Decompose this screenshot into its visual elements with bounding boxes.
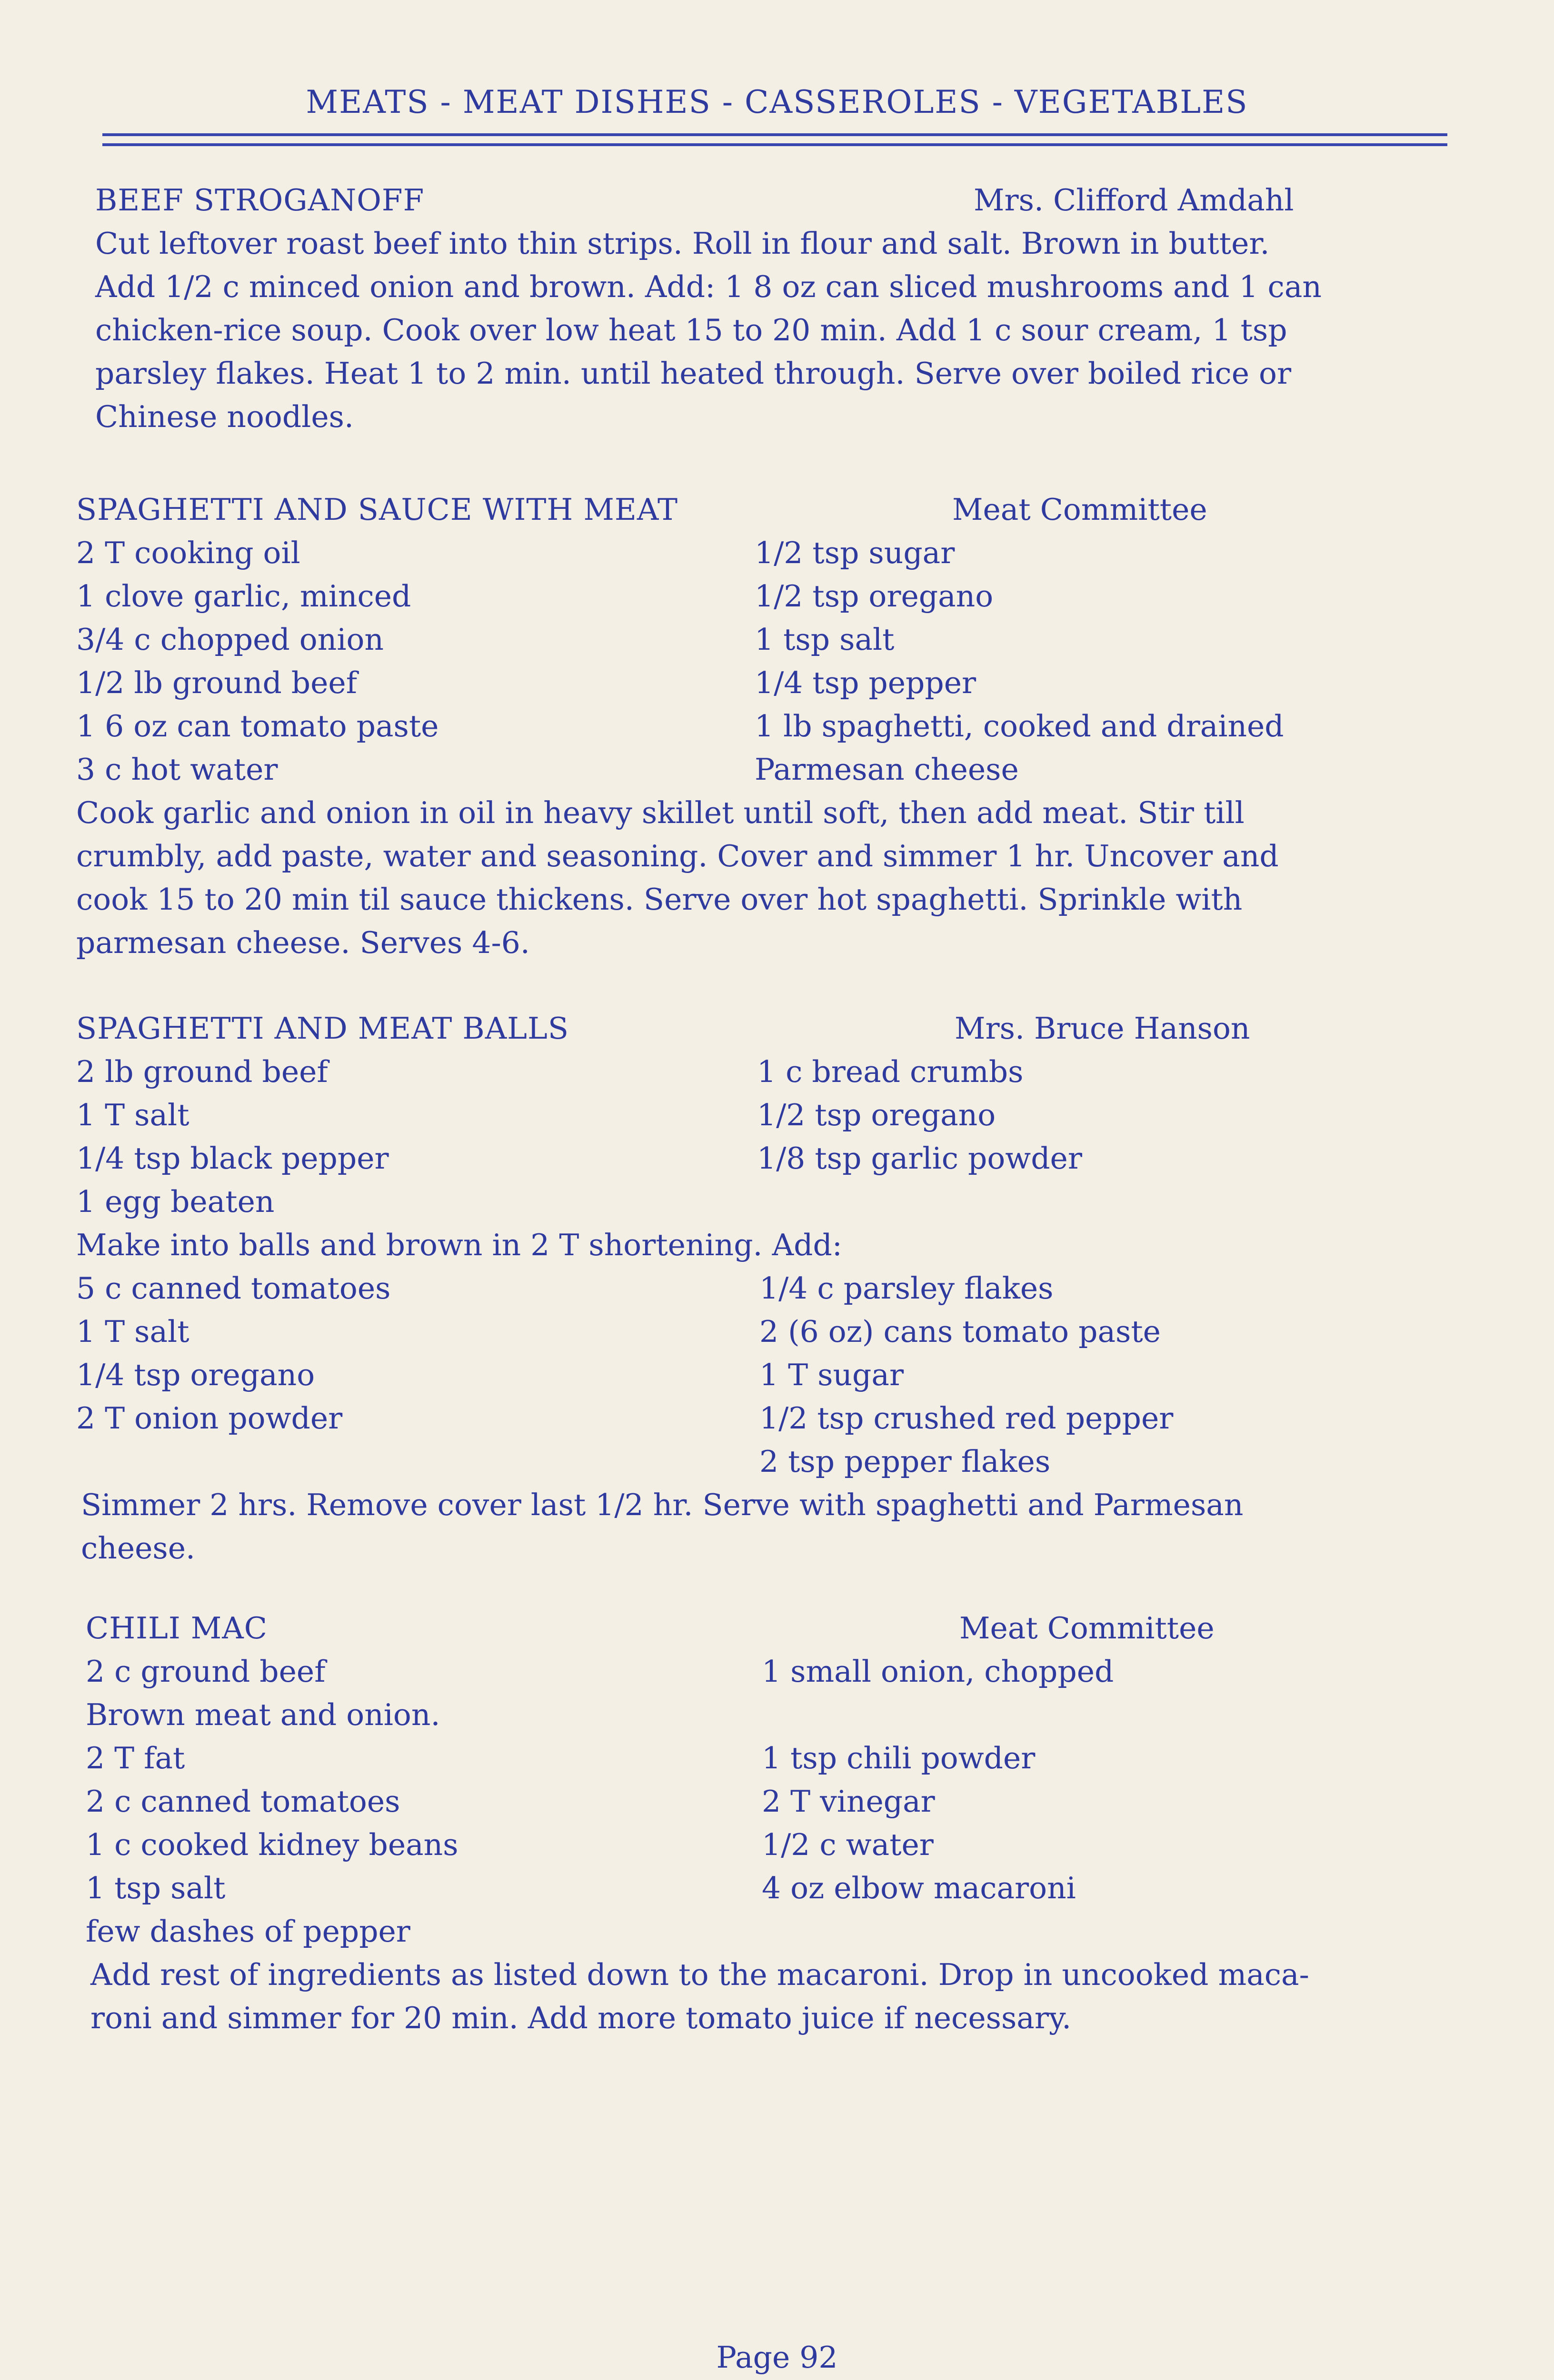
ingredient: 1/4 tsp oregano — [76, 1358, 315, 1392]
recipe-author: Meat Committee — [952, 492, 1207, 527]
instruction-line: Add rest of ingredients as listed down to the macaroni. Drop in uncooked maca- — [90, 1957, 1309, 1992]
ingredient: 1 small onion, chopped — [762, 1654, 1114, 1689]
ingredient: 2 T vinegar — [762, 1784, 935, 1819]
ingredient: 1 c bread crumbs — [757, 1054, 1024, 1089]
ingredient: 3 c hot water — [76, 752, 278, 787]
ingredient: Parmesan cheese — [755, 752, 1019, 787]
ingredient: 1 c cooked kidney beans — [86, 1827, 458, 1862]
ingredient: few dashes of pepper — [86, 1914, 410, 1949]
ingredient: 1/2 tsp oregano — [757, 1098, 996, 1132]
header-rule-top — [102, 133, 1447, 136]
ingredient: 1/4 c parsley flakes — [759, 1271, 1054, 1306]
ingredient: 4 oz elbow macaroni — [762, 1871, 1076, 1905]
ingredient: 2 T cooking oil — [76, 536, 300, 570]
instruction-line: Brown meat and onion. — [86, 1697, 440, 1732]
ingredient: 2 T onion powder — [76, 1401, 343, 1436]
instruction-line: chicken-rice soup. Cook over low heat 15 to 20 min. Add 1 c sour cream, 1 tsp — [95, 313, 1287, 347]
instruction-line: Simmer 2 hrs. Remove cover last 1/2 hr. Serve with spaghetti and Parmesan — [81, 1488, 1244, 1522]
instruction-line: roni and simmer for 20 min. Add more tomato juice if necessary. — [90, 2001, 1072, 2035]
ingredient: 1 egg beaten — [76, 1184, 275, 1219]
instruction-line: Chinese noodles. — [95, 399, 354, 434]
ingredient: 2 tsp pepper flakes — [759, 1444, 1051, 1479]
ingredient: 1 T salt — [76, 1098, 189, 1132]
ingredient: 2 lb ground beef — [76, 1054, 328, 1089]
ingredient: 1/2 tsp oregano — [755, 579, 994, 614]
ingredient: 1/4 tsp pepper — [755, 665, 976, 700]
ingredient: 2 (6 oz) cans tomato paste — [759, 1314, 1161, 1349]
ingredient: 1/8 tsp garlic powder — [757, 1141, 1082, 1176]
ingredient: 5 c canned tomatoes — [76, 1271, 391, 1306]
ingredient: 1 tsp salt — [86, 1871, 226, 1905]
instruction-line: Cook garlic and onion in oil in heavy skillet until soft, then add meat. Stir till — [76, 795, 1245, 830]
ingredient: 1 T sugar — [759, 1358, 904, 1392]
instruction-line: Cut leftover roast beef into thin strips. Roll in flour and salt. Brown in butter. — [95, 226, 1270, 261]
ingredient: 1 tsp salt — [755, 622, 895, 657]
ingredient: 3/4 c chopped onion — [76, 622, 384, 657]
ingredient: 1/2 lb ground beef — [76, 665, 358, 700]
recipe-author: Mrs. Clifford Amdahl — [974, 183, 1294, 218]
instruction-line: Add 1/2 c minced onion and brown. Add: 1 8 oz can sliced mushrooms and 1 can — [95, 269, 1322, 304]
page-number: Page 92 — [716, 2340, 838, 2375]
ingredient: 1 6 oz can tomato paste — [76, 709, 439, 744]
recipe-author: Meat Committee — [959, 1611, 1215, 1646]
recipe-title: SPAGHETTI AND SAUCE WITH MEAT — [76, 492, 678, 527]
instruction-line: parsley flakes. Heat 1 to 2 min. until heated through. Serve over boiled rice or — [95, 356, 1292, 391]
ingredient: 1/4 tsp black pepper — [76, 1141, 389, 1176]
ingredient: 1/2 tsp sugar — [755, 536, 955, 570]
ingredient: 1/2 c water — [762, 1827, 934, 1862]
ingredient: 1/2 tsp crushed red pepper — [759, 1401, 1174, 1436]
section-header: MEATS - MEAT DISHES - CASSEROLES - VEGETABLES — [306, 84, 1248, 120]
recipe-author: Mrs. Bruce Hanson — [955, 1011, 1250, 1046]
ingredient: 1 lb spaghetti, cooked and drained — [755, 709, 1284, 744]
instruction-line: Make into balls and brown in 2 T shortening. Add: — [76, 1228, 842, 1262]
ingredient: 1 T salt — [76, 1314, 189, 1349]
recipe-title: BEEF STROGANOFF — [95, 183, 425, 218]
instruction-line: parmesan cheese. Serves 4-6. — [76, 925, 530, 960]
instruction-line: crumbly, add paste, water and seasoning. Cover and simmer 1 hr. Uncover and — [76, 839, 1279, 873]
instruction-line: cook 15 to 20 min til sauce thickens. Serve over hot spaghetti. Sprinkle with — [76, 882, 1243, 917]
header-rule-bottom — [102, 143, 1447, 146]
recipe-title: SPAGHETTI AND MEAT BALLS — [76, 1011, 569, 1046]
ingredient: 2 T fat — [86, 1741, 185, 1775]
ingredient: 1 tsp chili powder — [762, 1741, 1036, 1775]
recipe-title: CHILI MAC — [86, 1611, 268, 1646]
ingredient: 1 clove garlic, minced — [76, 579, 411, 614]
instruction-line: cheese. — [81, 1531, 196, 1566]
ingredient: 2 c ground beef — [86, 1654, 326, 1689]
ingredient: 2 c canned tomatoes — [86, 1784, 400, 1819]
